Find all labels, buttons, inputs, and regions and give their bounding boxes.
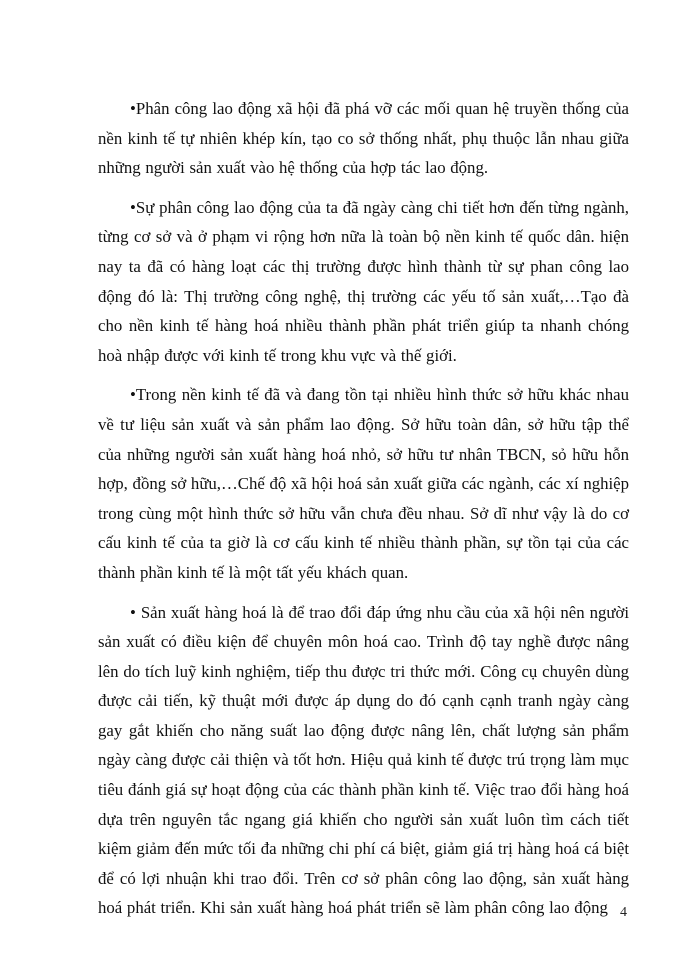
paragraph-ownership-forms [98, 380, 629, 587]
paragraph-labor-specialization [98, 193, 629, 371]
paragraph-text: Sản xuất hàng hoá là để trao đổi đáp ứng nhu cầu của xã hội nên người sản xuất có điều kiện để chuyên môn hoá cao. Trình độ tay nghề được nâng lên do tích luỹ kinh nghiệm, tiếp thu được tri thức mới. Công cụ chuyên dùng được cải tiến, kỹ thuật mới được áp dụng do đó cạnh cạnh tranh ngày càng gay gắt khiến cho năng suất lao động được nâng lên, chất lượng sản phẩm ngày càng được cải thiện và tốt hơn. Hiệu quả kinh tế được trú trọng làm mục tiêu đánh giá sự hoạt động của các thành phần kinh tế. Việc trao đổi hàng hoá dựa trên nguyên tắc ngang giá khiến cho người sản xuất luôn tìm cách tiết kiệm giảm đến mức tối đa những chi phí cá biệt, giảm giá trị hàng hoá cá biệt để có lợi nhuận khi trao đổi. Trên cơ sở phân công lao động, sản xuất hàng hoá phát triển. Khi sản xuất hàng hoá phát triển sẽ làm phân công lao động [98, 602, 629, 918]
bullet-marker: • [130, 197, 136, 217]
bullet-marker: • [130, 602, 141, 622]
paragraph-text: Phân công lao động xã hội đã phá vỡ các mối quan hệ truyền thống của nền kinh tế tự nhiên khép kín, tạo co sở thống nhất, phụ thuộc lẫn nhau giữa những người sản xuất vào hệ thống của hợp tác lao động. [98, 99, 629, 178]
paragraph-commodity-production [98, 598, 629, 924]
document-body [98, 94, 629, 933]
page-number: 4 [620, 905, 627, 920]
paragraph-text: Trong nền kinh tế đã và đang tồn tại nhiều hình thức sở hữu khác nhau về tư liệu sản xuất và sản phẩm lao động. Sở hữu toàn dân, sở hữu tập thể của những người sản xuất hàng hoá nhỏ, sở hữu tư nhân TBCN, sỏ hữu hỗn hợp, đồng sở hữu,…Chế độ xã hội hoá sản xuất giữa các ngành, các xí nghiệp trong cùng một hình thức sở hữu vẫn chưa đều nhau. Sở dĩ như vậy là do cơ cấu kinh tế của ta giờ là cơ cấu kinh tế nhiều thành phần, sự tồn tại của các thành phần kinh tế là một tất yếu khách quan. [98, 385, 629, 582]
bullet-marker: • [130, 385, 136, 405]
paragraph-division-of-labor [98, 94, 629, 183]
paragraph-text: Sự phân công lao động của ta đã ngày càng chi tiết hơn đến từng ngành, từng cơ sở và ở phạm vi rộng hơn nữa là toàn bộ nền kinh tế quốc dân. hiện nay ta đã có hàng loạt các thị trường được hình thành từ sự phan công lao động đó là: Thị trường công nghệ, thị trường các yếu tố sản xuất,…Tạo đà cho nền kinh tế hàng hoá nhiều thành phần phát triển giúp ta nhanh chóng hoà nhập được với kinh tế trong khu vực và thế giới. [98, 197, 629, 365]
bullet-marker: • [130, 99, 136, 118]
